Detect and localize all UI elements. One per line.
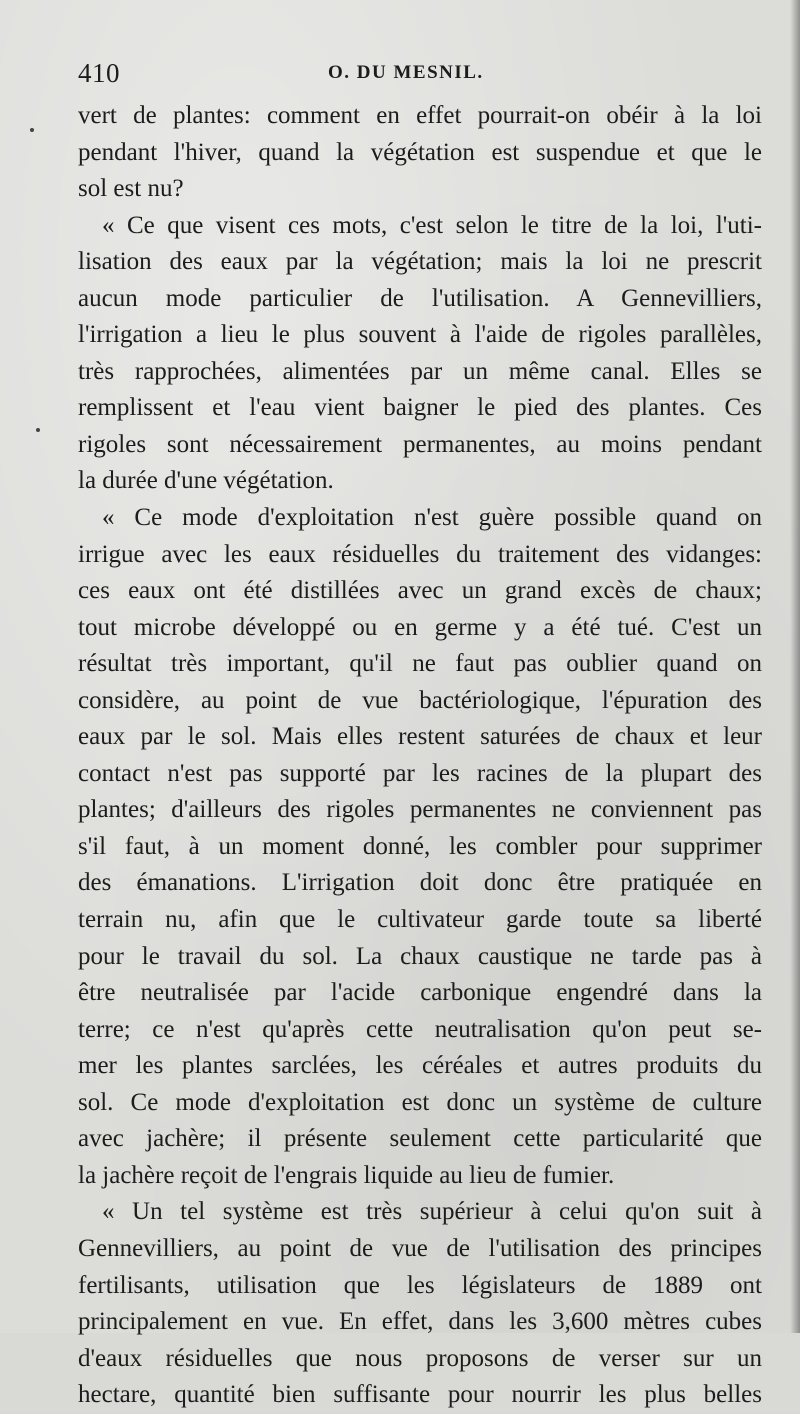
text-line: « Ce que visent ces mots, c'est selon le titre de la loi, l'uti-	[102, 211, 762, 239]
text-line: plantes; d'ailleurs des rigoles permanentes ne conviennent pas	[78, 796, 762, 824]
text-line: d'eaux résiduelles que nous proposons de verser sur un	[78, 1344, 762, 1372]
text-line: lisation des eaux par la végétation; mais la loi ne prescrit	[78, 248, 762, 276]
text-line: rigoles sont nécessairement permanentes, au moins pendant	[78, 430, 762, 458]
text-line: mer les plantes sarclées, les céréales et autres produits du	[78, 1052, 762, 1080]
text-line: contact n'est pas supporté par les racines de la plupart des	[78, 759, 762, 787]
body-text	[78, 98, 762, 1414]
running-head: O. DU MESNIL.	[328, 62, 484, 83]
text-line: résultat très important, qu'il ne faut pas oublier quand on	[78, 650, 762, 678]
text-line: la jachère reçoit de l'engrais liquide au lieu de fumier.	[78, 1161, 615, 1189]
text-line: eaux par le sol. Mais elles restent saturées de chaux et leur	[78, 723, 762, 751]
text-line: ces eaux ont été distillées avec un grand excès de chaux;	[78, 577, 762, 605]
text-line: tout microbe développé ou en germe y a été tué. C'est un	[78, 613, 762, 641]
text-line: l'irrigation a lieu le plus souvent à l'aide de rigoles parallèles,	[78, 321, 762, 349]
text-line: terre; ce n'est qu'après cette neutralisation qu'on peut se-	[78, 1015, 762, 1043]
text-line: être neutralisée par l'acide carbonique engendré dans la	[78, 979, 762, 1007]
text-line: « Ce mode d'exploitation n'est guère possible quand on	[102, 504, 762, 532]
text-line: très rapprochées, alimentées par un même canal. Elles se	[78, 357, 762, 385]
text-line: vert de plantes: comment en effet pourrait-on obéir à la loi	[78, 102, 762, 129]
page-number: 410	[78, 58, 120, 88]
text-line: avec jachère; il présente seulement cette particularité que	[78, 1125, 762, 1153]
text-line: pendant l'hiver, quand la végétation est suspendue et que le	[78, 138, 762, 166]
text-line: irrigue avec les eaux résiduelles du traitement des vidanges:	[78, 540, 762, 568]
page-edge-shadow	[790, 0, 800, 1333]
text-line: hectare, quantité bien suffisante pour nourrir les plus belles	[78, 1381, 762, 1409]
text-line: remplissent et l'eau vient baigner le pied des plantes. Ces	[78, 394, 762, 422]
page-header	[78, 58, 758, 94]
margin-dot	[36, 428, 40, 432]
text-line: Gennevilliers, au point de vue de l'utilisation des principes	[78, 1234, 762, 1262]
text-line: terrain nu, afin que le cultivateur garde toute sa liberté	[78, 906, 762, 934]
text-line: sol est nu?	[78, 175, 184, 203]
text-line: la durée d'une végétation.	[78, 467, 334, 495]
text-line: aucun mode particulier de l'utilisation. A Gennevilliers,	[78, 284, 762, 312]
text-line: « Un tel système est très supérieur à celui qu'on suit à	[102, 1198, 762, 1226]
text-line: considère, au point de vue bactériologique, l'épuration des	[78, 686, 762, 714]
text-line: principalement en vue. En effet, dans les 3,600 mètres cubes	[78, 1308, 762, 1336]
text-line: sol. Ce mode d'exploitation est donc un système de culture	[78, 1088, 762, 1116]
text-line: des émanations. L'irrigation doit donc être pratiquée en	[78, 869, 762, 897]
text-line: s'il faut, à un moment donné, les combler pour supprimer	[78, 832, 762, 860]
text-line: fertilisants, utilisation que les législateurs de 1889 ont	[78, 1271, 762, 1299]
margin-dot	[30, 128, 34, 132]
text-line: pour le travail du sol. La chaux caustique ne tarde pas à	[78, 942, 762, 970]
